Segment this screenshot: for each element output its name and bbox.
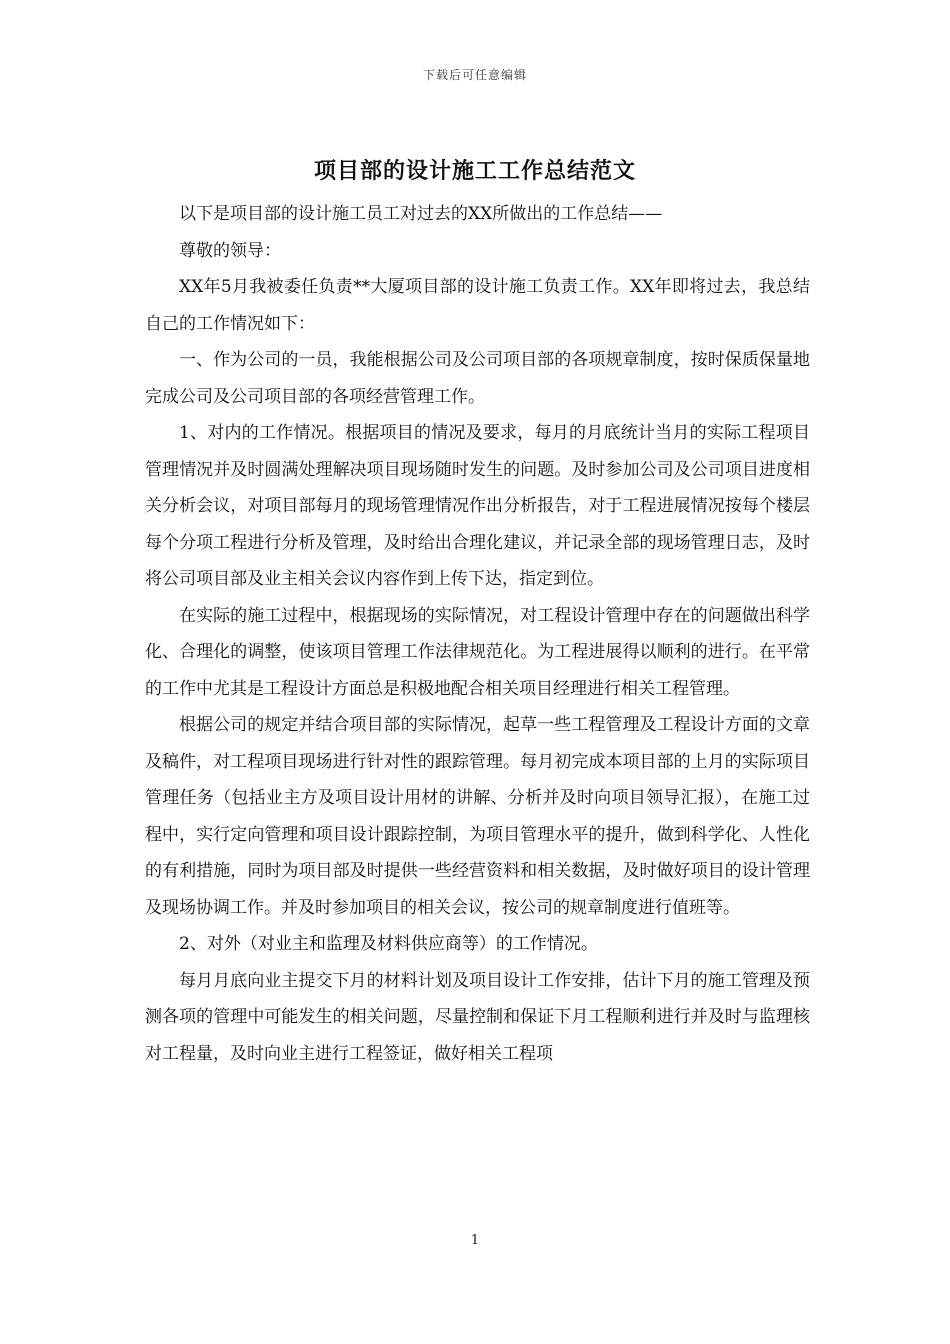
paragraph-salutation: 尊敬的领导：	[179, 240, 281, 261]
paragraph-overview: XX年5月我被委任负责**大厦项目部的设计施工负责工作。XX年即将过去，我总结自己的工作情况如下：	[145, 277, 810, 334]
document-body	[145, 196, 810, 1072]
paragraph-section-1: 一、作为公司的一员，我能根据公司及公司项目部的各项规章制度，按时保质保量地完成公司及公司项目部的各项经营管理工作。	[145, 350, 810, 407]
paragraph-construction-process: 在实际的施工过程中，根据现场的实际情况，对工程设计管理中存在的问题做出科学化、合理化的调整，使该项目管理工作法律规范化。为工程进展得以顺利的进行。在平常的工作中尤其是工程设计方面总是积极地配合相关项目经理进行相关工程管理。	[145, 605, 810, 699]
document-title: 项目部的设计施工工作总结范文	[313, 158, 636, 184]
paragraph-external-work: 2、对外（对业主和监理及材料供应商等）的工作情况。	[179, 934, 598, 954]
paragraph-internal-work: 1、对内的工作情况。根据项目的情况及要求，每月的月底统计当月的实际工程项目管理情况并及时圆满处理解决项目现场随时发生的问题。及时参加公司及公司项目进度相关分析会议，对项目部每月的现场管理情况作出分析报告，对于工程进展情况按每个楼层每个分项工程进行分析及管理，及时给出合理化建议，并记录全部的现场管理日志，及时将公司项目部及业主相关会议内容作到上传下达，指定到位。	[145, 423, 810, 589]
header-note: 下载后可任意编辑	[422, 68, 527, 82]
page-number: 1	[470, 1233, 480, 1248]
paragraph-monthly-plan: 每月月底向业主提交下月的材料计划及项目设计工作安排，估计下月的施工管理及预测各项的管理中可能发生的相关问题，尽量控制和保证下月工程顺利进行并及时与监理核对工程量，及时向业主进行工程签证，做好相关工程项	[145, 970, 810, 1064]
paragraph-company-rules: 根据公司的规定并结合项目部的实际情况，起草一些工程管理及工程设计方面的文章及稿件，对工程项目现场进行针对性的跟踪管理。每月初完成本项目部的上月的实际项目管理任务（包括业主方及项目设计用材的讲解、分析并及时向项目领导汇报），在施工过程中，实行定向管理和项目设计跟踪控制，为项目管理水平的提升，做到科学化、人性化的有利措施，同时为项目部及时提供一些经营资料和相关数据，及时做好项目的设计管理及现场协调工作。并及时参加项目的相关会议，按公司的规章制度进行值班等。	[145, 715, 810, 918]
paragraph-intro: 以下是项目部的设计施工员工对过去的XX所做出的工作总结——	[179, 204, 663, 224]
